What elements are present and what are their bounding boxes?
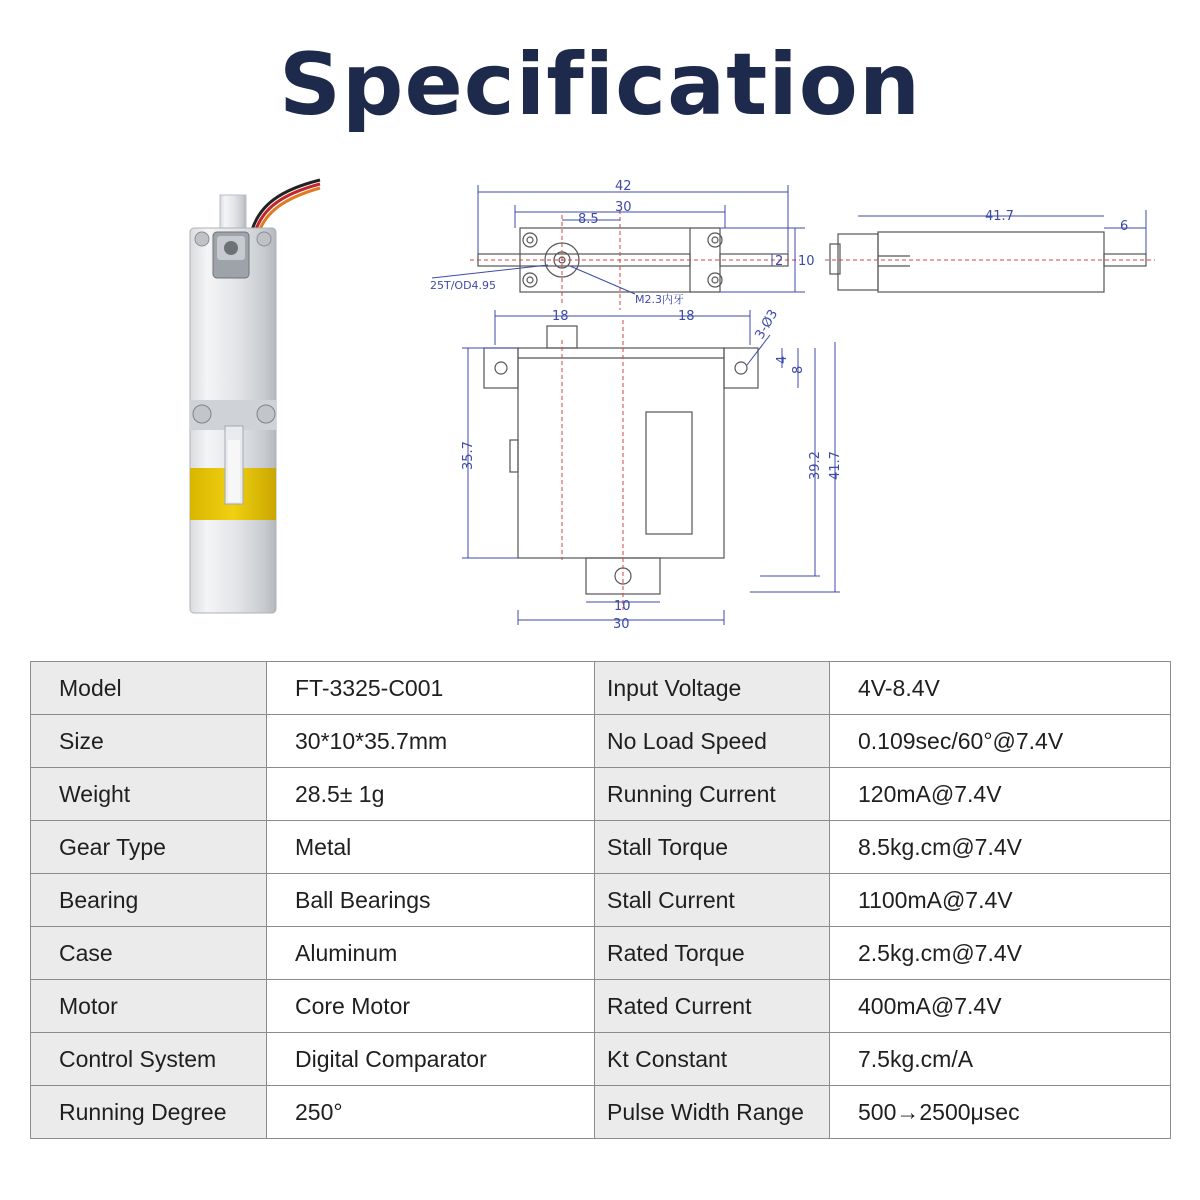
dim-2: 2 bbox=[775, 254, 784, 269]
spec-value: 500→2500μsec bbox=[830, 1086, 1171, 1139]
table-row bbox=[31, 662, 1171, 715]
spec-value: 30*10*35.7mm bbox=[267, 715, 595, 768]
spec-label: Stall Torque bbox=[595, 821, 830, 874]
dim-10: 10 bbox=[798, 254, 815, 269]
page-title: Specification bbox=[278, 35, 922, 135]
dim-front-10: 10 bbox=[614, 599, 631, 614]
spec-label: Weight bbox=[31, 768, 267, 821]
spec-value: FT-3325-C001 bbox=[267, 662, 595, 715]
dim-front-18-left: 18 bbox=[552, 309, 569, 324]
table-row bbox=[31, 874, 1171, 927]
spec-label: Bearing bbox=[31, 874, 267, 927]
dim-front-35-7: 35.7 bbox=[461, 441, 476, 470]
spec-value: 0.109sec/60°@7.4V bbox=[830, 715, 1171, 768]
spec-label: Input Voltage bbox=[595, 662, 830, 715]
spec-label: Rated Torque bbox=[595, 927, 830, 980]
spec-value: 1100mA@7.4V bbox=[830, 874, 1171, 927]
spec-label: Model bbox=[31, 662, 267, 715]
spec-value: 7.5kg.cm/A bbox=[830, 1033, 1171, 1086]
spec-label: Running Current bbox=[595, 768, 830, 821]
dimension-drawing bbox=[420, 170, 1190, 640]
spec-label: Pulse Width Range bbox=[595, 1086, 830, 1139]
spec-label: Motor bbox=[31, 980, 267, 1033]
spec-label: Control System bbox=[31, 1033, 267, 1086]
spec-value: Ball Bearings bbox=[267, 874, 595, 927]
table-row bbox=[31, 927, 1171, 980]
spec-table bbox=[30, 661, 1171, 1139]
table-row bbox=[31, 1033, 1171, 1086]
spec-label: No Load Speed bbox=[595, 715, 830, 768]
spec-label: Gear Type bbox=[31, 821, 267, 874]
dim-front-41-7: 41.7 bbox=[828, 451, 843, 480]
spec-value: 2.5kg.cm@7.4V bbox=[830, 927, 1171, 980]
spec-value: 250° bbox=[267, 1086, 595, 1139]
dim-side-41-7: 41.7 bbox=[985, 209, 1014, 224]
table-row bbox=[31, 768, 1171, 821]
spec-label: Running Degree bbox=[31, 1086, 267, 1139]
spec-value: Digital Comparator bbox=[267, 1033, 595, 1086]
dim-front-30: 30 bbox=[613, 617, 630, 632]
dim-front-39-2: 39.2 bbox=[808, 451, 823, 480]
spec-label: Size bbox=[31, 715, 267, 768]
spec-value: 400mA@7.4V bbox=[830, 980, 1171, 1033]
dim-8-5: 8.5 bbox=[578, 212, 599, 227]
spline-note: 25T/OD4.95 bbox=[430, 279, 497, 292]
spec-label: Rated Current bbox=[595, 980, 830, 1033]
spec-label: Stall Current bbox=[595, 874, 830, 927]
table-row bbox=[31, 821, 1171, 874]
dim-front-4: 4 bbox=[775, 355, 790, 364]
hole-note: 3-Ø3 bbox=[752, 307, 782, 342]
spec-value: Metal bbox=[267, 821, 595, 874]
dim-side-6: 6 bbox=[1120, 219, 1129, 234]
spec-value: Aluminum bbox=[267, 927, 595, 980]
servo-photo bbox=[30, 150, 420, 655]
dim-front-18-right: 18 bbox=[678, 309, 695, 324]
spec-label: Kt Constant bbox=[595, 1033, 830, 1086]
spec-value: 28.5± 1g bbox=[267, 768, 595, 821]
table-row bbox=[31, 715, 1171, 768]
spec-value: 4V-8.4V bbox=[830, 662, 1171, 715]
dim-30: 30 bbox=[615, 200, 632, 215]
table-row bbox=[31, 980, 1171, 1033]
dim-42: 42 bbox=[615, 179, 632, 194]
thread-note: M2.3内牙 bbox=[635, 293, 684, 306]
table-row bbox=[31, 1086, 1171, 1139]
spec-value: 8.5kg.cm@7.4V bbox=[830, 821, 1171, 874]
spec-value: 120mA@7.4V bbox=[830, 768, 1171, 821]
spec-label: Case bbox=[31, 927, 267, 980]
spec-value: Core Motor bbox=[267, 980, 595, 1033]
dim-front-8: 8 bbox=[791, 365, 806, 374]
